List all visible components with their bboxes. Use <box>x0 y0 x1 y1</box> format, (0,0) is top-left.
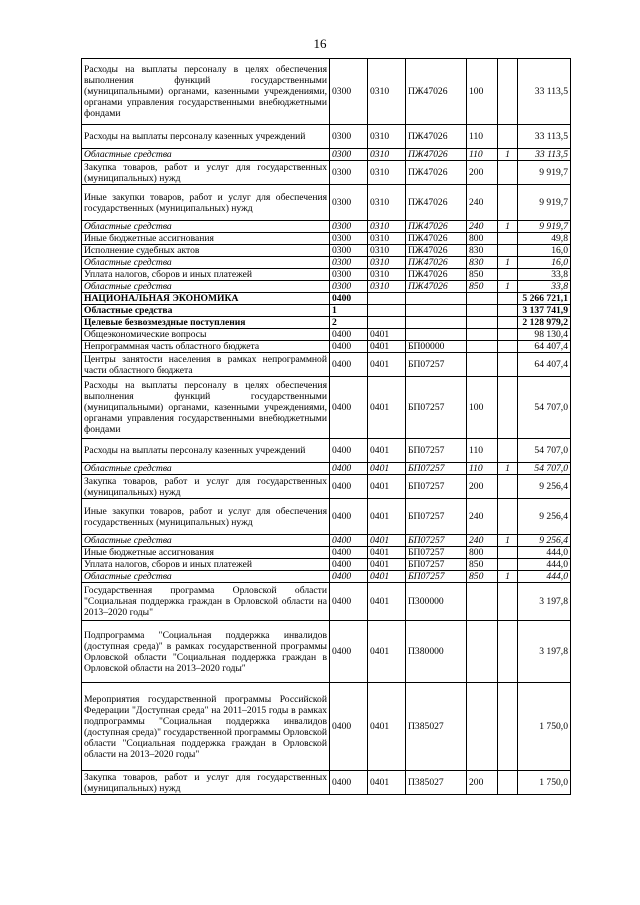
row-target-article: ПЖ47026 <box>406 149 467 161</box>
row-expense-type: 200 <box>467 771 498 795</box>
row-sum: 54 707,0 <box>518 439 571 463</box>
row-sum: 1 750,0 <box>518 683 571 771</box>
table-row <box>82 293 571 305</box>
row-expense-type: 800 <box>467 547 498 559</box>
row-target-article <box>406 329 467 341</box>
table-row <box>82 245 571 257</box>
row-target-article <box>406 305 467 317</box>
row-expense-type: 110 <box>467 149 498 161</box>
table-row <box>82 547 571 559</box>
row-section: 0400 <box>330 771 368 795</box>
row-name: Непрограммная часть областного бюджета <box>82 341 330 353</box>
row-sum: 9 256,4 <box>518 499 571 535</box>
row-subsection: 0401 <box>368 547 406 559</box>
row-source <box>498 245 518 257</box>
row-source <box>498 499 518 535</box>
row-expense-type: 240 <box>467 221 498 233</box>
row-sum: 444,0 <box>518 547 571 559</box>
row-subsection: 0310 <box>368 149 406 161</box>
row-expense-type: 850 <box>467 559 498 571</box>
row-source: 1 <box>498 463 518 475</box>
row-target-article <box>406 317 467 329</box>
row-section: 0400 <box>330 559 368 571</box>
row-target-article: ПЖ47026 <box>406 185 467 221</box>
row-expense-type <box>467 317 498 329</box>
row-subsection: 0401 <box>368 535 406 547</box>
row-section: 0400 <box>330 463 368 475</box>
row-name: Мероприятия государственной программы Российской Федерации "Доступная среда" на 2011–2015 годы в рамках подпрограммы "Социальная поддержка инвалидов (доступная среда)" государственной программы Орловской области "Социальная поддержка граждан в Орловской области на 2013–2020 годы" <box>82 683 330 771</box>
row-section: 0400 <box>330 475 368 499</box>
row-target-article: П300000 <box>406 583 467 621</box>
row-subsection: 0401 <box>368 559 406 571</box>
row-sum: 33 113,5 <box>518 149 571 161</box>
row-source <box>498 547 518 559</box>
row-sum: 16,0 <box>518 245 571 257</box>
row-section: 0400 <box>330 499 368 535</box>
row-expense-type: 850 <box>467 281 498 293</box>
budget-table <box>81 58 571 795</box>
row-name: Закупка товаров, работ и услуг для государственных (муниципальных) нужд <box>82 771 330 795</box>
table-row <box>82 185 571 221</box>
row-subsection: 0310 <box>368 269 406 281</box>
row-target-article: БП07257 <box>406 571 467 583</box>
row-sum: 9 919,7 <box>518 185 571 221</box>
row-expense-type: 830 <box>467 245 498 257</box>
row-section: 0400 <box>330 341 368 353</box>
row-target-article: ПЖ47026 <box>406 221 467 233</box>
table-row <box>82 305 571 317</box>
row-section: 0300 <box>330 161 368 185</box>
row-target-article <box>406 293 467 305</box>
row-subsection: 0401 <box>368 377 406 439</box>
row-expense-type: 110 <box>467 439 498 463</box>
row-source: 1 <box>498 221 518 233</box>
row-section: 0300 <box>330 281 368 293</box>
row-subsection: 0310 <box>368 233 406 245</box>
row-subsection: 0401 <box>368 571 406 583</box>
table-row <box>82 353 571 377</box>
row-expense-type: 200 <box>467 161 498 185</box>
row-name: Целевые безвозмездные поступления <box>82 317 330 329</box>
row-source <box>498 771 518 795</box>
row-subsection: 0401 <box>368 439 406 463</box>
row-expense-type: 240 <box>467 535 498 547</box>
row-section: 0300 <box>330 221 368 233</box>
table-row <box>82 125 571 149</box>
row-name: Областные средства <box>82 281 330 293</box>
row-sum: 54 707,0 <box>518 463 571 475</box>
row-sum: 98 130,4 <box>518 329 571 341</box>
row-section: 0400 <box>330 377 368 439</box>
row-sum: 33 113,5 <box>518 125 571 149</box>
table-row <box>82 269 571 281</box>
row-expense-type: 830 <box>467 257 498 269</box>
row-expense-type: 110 <box>467 463 498 475</box>
page-number: 16 <box>313 36 327 51</box>
row-sum: 64 407,4 <box>518 341 571 353</box>
row-subsection: 0401 <box>368 353 406 377</box>
row-subsection <box>368 305 406 317</box>
row-subsection <box>368 317 406 329</box>
row-name: Иные закупки товаров, работ и услуг для обеспечения государственных (муниципальных) нужд <box>82 499 330 535</box>
table-row <box>82 161 571 185</box>
row-expense-type <box>467 621 498 683</box>
table-row <box>82 281 571 293</box>
row-section: 0300 <box>330 149 368 161</box>
table-row <box>82 317 571 329</box>
row-source <box>498 377 518 439</box>
row-source <box>498 583 518 621</box>
table-row <box>82 377 571 439</box>
row-subsection: 0401 <box>368 621 406 683</box>
row-sum: 2 128 979,2 <box>518 317 571 329</box>
row-expense-type: 800 <box>467 233 498 245</box>
row-target-article: БП07257 <box>406 463 467 475</box>
row-name: Областные средства <box>82 221 330 233</box>
row-name: Общеэкономические вопросы <box>82 329 330 341</box>
row-target-article: П380000 <box>406 621 467 683</box>
row-expense-type <box>467 329 498 341</box>
row-sum: 3 197,8 <box>518 583 571 621</box>
row-source <box>498 185 518 221</box>
row-name: Областные средства <box>82 535 330 547</box>
row-section: 0400 <box>330 621 368 683</box>
row-section: 0400 <box>330 353 368 377</box>
row-section: 0400 <box>330 293 368 305</box>
row-expense-type: 240 <box>467 185 498 221</box>
row-target-article: БП00000 <box>406 341 467 353</box>
row-expense-type: 850 <box>467 269 498 281</box>
row-sum: 9 256,4 <box>518 535 571 547</box>
row-source: 1 <box>498 535 518 547</box>
row-section: 0300 <box>330 269 368 281</box>
table-row <box>82 257 571 269</box>
row-section: 0300 <box>330 233 368 245</box>
row-subsection: 0310 <box>368 161 406 185</box>
row-section: 0400 <box>330 683 368 771</box>
row-name: Закупка товаров, работ и услуг для государственных (муниципальных) нужд <box>82 161 330 185</box>
row-sum: 49,8 <box>518 233 571 245</box>
row-source: 1 <box>498 571 518 583</box>
row-section: 0400 <box>330 547 368 559</box>
row-sum: 16,0 <box>518 257 571 269</box>
row-expense-type <box>467 683 498 771</box>
row-name: Областные средства <box>82 149 330 161</box>
row-section: 0300 <box>330 257 368 269</box>
row-sum: 444,0 <box>518 559 571 571</box>
row-target-article: ПЖ47026 <box>406 245 467 257</box>
table-row <box>82 559 571 571</box>
row-sum: 9 919,7 <box>518 221 571 233</box>
row-source: 1 <box>498 257 518 269</box>
row-name: Подпрограмма "Социальная поддержка инвалидов (доступная среда)" в рамках государственной программы Орловской области "Социальная поддержка граждан в Орловской области на 2013–2020 годы" <box>82 621 330 683</box>
table-row <box>82 341 571 353</box>
row-expense-type <box>467 341 498 353</box>
row-subsection: 0401 <box>368 341 406 353</box>
row-section: 0400 <box>330 329 368 341</box>
row-target-article: П385027 <box>406 771 467 795</box>
row-sum: 64 407,4 <box>518 353 571 377</box>
table-row <box>82 499 571 535</box>
row-name: Областные средства <box>82 571 330 583</box>
row-section: 0300 <box>330 185 368 221</box>
row-name: Центры занятости населения в рамках непрограммной части областного бюджета <box>82 353 330 377</box>
row-source: 1 <box>498 281 518 293</box>
row-target-article: ПЖ47026 <box>406 269 467 281</box>
row-section: 0400 <box>330 535 368 547</box>
row-name: Расходы на выплаты персоналу в целях обеспечения выполнения функций государственными (муниципальными) органами, казенными учреждениями, органами управления государственными внебюджетными фондами <box>82 377 330 439</box>
table-row <box>82 571 571 583</box>
row-name: Государственная программа Орловской области "Социальная поддержка граждан в Орловской области на 2013–2020 годы" <box>82 583 330 621</box>
row-source <box>498 125 518 149</box>
row-name: Уплата налогов, сборов и иных платежей <box>82 269 330 281</box>
row-section: 0300 <box>330 125 368 149</box>
row-sum: 444,0 <box>518 571 571 583</box>
row-name: Расходы на выплаты персоналу казенных учреждений <box>82 125 330 149</box>
row-target-article: БП07257 <box>406 377 467 439</box>
row-name: Расходы на выплаты персоналу в целях обеспечения выполнения функций государственными (муниципальными) органами, казенными учреждениями, органами управления государственными внебюджетными фондами <box>82 59 330 125</box>
row-subsection: 0401 <box>368 329 406 341</box>
row-source <box>498 161 518 185</box>
row-sum: 33,8 <box>518 269 571 281</box>
row-target-article: ПЖ47026 <box>406 161 467 185</box>
row-target-article: БП07257 <box>406 559 467 571</box>
row-source <box>498 475 518 499</box>
row-target-article: ПЖ47026 <box>406 125 467 149</box>
table-row <box>82 221 571 233</box>
row-name: Областные средства <box>82 305 330 317</box>
row-sum: 3 137 741,9 <box>518 305 571 317</box>
row-target-article: БП07257 <box>406 535 467 547</box>
row-subsection <box>368 293 406 305</box>
row-section: 2 <box>330 317 368 329</box>
row-section: 0400 <box>330 571 368 583</box>
row-name: Иные бюджетные ассигнования <box>82 547 330 559</box>
row-source <box>498 233 518 245</box>
row-target-article: БП07257 <box>406 547 467 559</box>
row-source <box>498 293 518 305</box>
row-expense-type <box>467 583 498 621</box>
row-source <box>498 621 518 683</box>
row-source <box>498 305 518 317</box>
row-sum: 54 707,0 <box>518 377 571 439</box>
row-expense-type: 240 <box>467 499 498 535</box>
row-expense-type: 100 <box>467 377 498 439</box>
row-name: Иные бюджетные ассигнования <box>82 233 330 245</box>
table-row <box>82 149 571 161</box>
row-section: 0400 <box>330 439 368 463</box>
row-name: НАЦИОНАЛЬНАЯ ЭКОНОМИКА <box>82 293 330 305</box>
row-target-article: БП07257 <box>406 475 467 499</box>
table-row <box>82 439 571 463</box>
budget-table-body <box>82 59 571 795</box>
row-subsection: 0310 <box>368 281 406 293</box>
row-target-article: ПЖ47026 <box>406 233 467 245</box>
row-subsection: 0310 <box>368 245 406 257</box>
row-source <box>498 341 518 353</box>
row-sum: 5 266 721,1 <box>518 293 571 305</box>
row-source <box>498 329 518 341</box>
row-source <box>498 439 518 463</box>
table-row <box>82 771 571 795</box>
row-name: Иные закупки товаров, работ и услуг для обеспечения государственных (муниципальных) нужд <box>82 185 330 221</box>
row-name: Закупка товаров, работ и услуг для государственных (муниципальных) нужд <box>82 475 330 499</box>
row-target-article: БП07257 <box>406 439 467 463</box>
row-expense-type: 200 <box>467 475 498 499</box>
row-subsection: 0401 <box>368 499 406 535</box>
row-sum: 9 256,4 <box>518 475 571 499</box>
row-section: 1 <box>330 305 368 317</box>
table-row <box>82 583 571 621</box>
row-name: Областные средства <box>82 463 330 475</box>
row-source <box>498 353 518 377</box>
row-source <box>498 683 518 771</box>
row-target-article: ПЖ47026 <box>406 281 467 293</box>
row-name: Исполнение судебных актов <box>82 245 330 257</box>
row-name: Областные средства <box>82 257 330 269</box>
row-subsection: 0401 <box>368 771 406 795</box>
row-sum: 3 197,8 <box>518 621 571 683</box>
row-target-article: П385027 <box>406 683 467 771</box>
row-subsection: 0401 <box>368 583 406 621</box>
row-subsection: 0310 <box>368 59 406 125</box>
row-source: 1 <box>498 149 518 161</box>
row-source <box>498 559 518 571</box>
row-section: 0400 <box>330 583 368 621</box>
row-expense-type: 850 <box>467 571 498 583</box>
row-expense-type <box>467 353 498 377</box>
table-row <box>82 475 571 499</box>
table-row <box>82 329 571 341</box>
row-subsection: 0310 <box>368 185 406 221</box>
row-subsection: 0401 <box>368 683 406 771</box>
row-sum: 9 919,7 <box>518 161 571 185</box>
row-section: 0300 <box>330 245 368 257</box>
row-expense-type: 100 <box>467 59 498 125</box>
table-row <box>82 683 571 771</box>
row-subsection: 0310 <box>368 221 406 233</box>
table-row <box>82 59 571 125</box>
row-sum: 33 113,5 <box>518 59 571 125</box>
row-section: 0300 <box>330 59 368 125</box>
row-target-article: БП07257 <box>406 353 467 377</box>
table-row <box>82 463 571 475</box>
row-name: Уплата налогов, сборов и иных платежей <box>82 559 330 571</box>
row-subsection: 0310 <box>368 125 406 149</box>
row-name: Расходы на выплаты персоналу казенных учреждений <box>82 439 330 463</box>
row-target-article: ПЖ47026 <box>406 59 467 125</box>
row-target-article: ПЖ47026 <box>406 257 467 269</box>
row-sum: 1 750,0 <box>518 771 571 795</box>
row-source <box>498 317 518 329</box>
table-row <box>82 233 571 245</box>
row-expense-type: 110 <box>467 125 498 149</box>
row-subsection: 0401 <box>368 475 406 499</box>
row-sum: 33,8 <box>518 281 571 293</box>
row-target-article: БП07257 <box>406 499 467 535</box>
row-source <box>498 269 518 281</box>
row-expense-type <box>467 305 498 317</box>
table-row <box>82 535 571 547</box>
row-subsection: 0310 <box>368 257 406 269</box>
row-source <box>498 59 518 125</box>
table-row <box>82 621 571 683</box>
row-expense-type <box>467 293 498 305</box>
row-subsection: 0401 <box>368 463 406 475</box>
